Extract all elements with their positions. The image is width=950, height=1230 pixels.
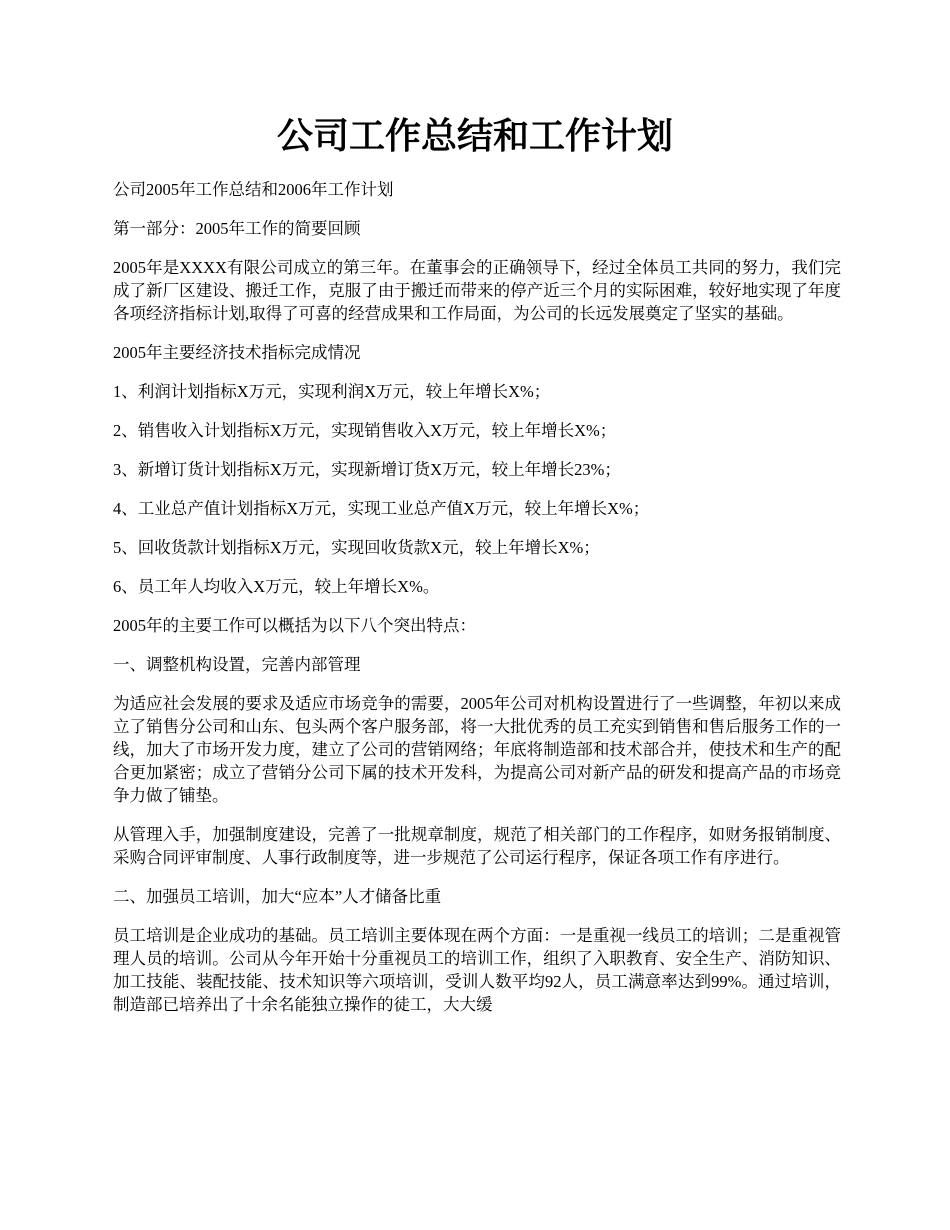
paragraph-training: 员工培训是企业成功的基础。员工培训主要体现在两个方面：一是重视一线员工的培训；二是重视管理人员的培训。公司从今年开始十分重视员工的培训工作，组织了入职教育、安全生产、消防知识、加工技能、装配技能、技术知识等六项培训，受训人数平均92人，员工满意率达到99%。通过培训，制造部已培养出了十余名能独立操作的徒工，大大缓 bbox=[113, 926, 841, 1014]
paragraph-intro: 2005年是XXXX有限公司成立的第三年。在董事会的正确领导下，经过全体员工共同的努力，我们完成了新厂区建设、搬迁工作，克服了由于搬迁而带来的停产近三个月的实际困难，较好地实现了年度各项经济指标计划,取得了可喜的经营成果和工作局面，为公司的长远发展奠定了坚实的基础。 bbox=[113, 258, 841, 323]
paragraph-indicators-heading: 2005年主要经济技术指标完成情况 bbox=[113, 343, 361, 362]
list-item-output: 4、工业总产值计划指标X万元，实现工业总产值X万元，较上年增长X%； bbox=[113, 499, 650, 518]
paragraph-management: 从管理入手，加强制度建设，完善了一批规章制度，规范了相关部门的工作程序，如财务报销制度、采购合同评审制度、人事行政制度等，进一步规范了公司运行程序，保证各项工作有序进行。 bbox=[113, 825, 841, 867]
document-title: 公司工作总结和工作计划 bbox=[276, 116, 673, 156]
list-item-orders: 3、新增订货计划指标X万元，实现新增订货X万元，较上年增长23%； bbox=[113, 460, 621, 479]
paragraph-section-heading: 第一部分：2005年工作的简要回顾 bbox=[113, 219, 361, 238]
list-item-profit: 1、利润计划指标X万元，实现利润X万元，较上年增长X%； bbox=[113, 382, 551, 401]
paragraph-subtitle: 公司2005年工作总结和2006年工作计划 bbox=[113, 180, 394, 199]
paragraph-features-heading: 2005年的主要工作可以概括为以下八个突出特点： bbox=[113, 616, 476, 635]
list-item-income: 6、员工年人均收入X万元，较上年增长X%。 bbox=[113, 577, 440, 596]
paragraph-heading-two: 二、加强员工培训，加大“应本”人才储备比重 bbox=[113, 887, 442, 906]
document-body bbox=[113, 178, 841, 1032]
list-item-sales: 2、销售收入计划指标X万元，实现销售收入X万元，较上年增长X%； bbox=[113, 421, 617, 440]
list-item-payments: 5、回收货款计划指标X万元，实现回收货款X元，较上年增长X%； bbox=[113, 538, 600, 557]
paragraph-organization: 为适应社会发展的要求及适应市场竞争的需要，2005年公司对机构设置进行了一些调整，年初以来成立了销售分公司和山东、包头两个客户服务部，将一大批优秀的员工充实到销售和售后服务工作的一线，加大了市场开发力度，建立了公司的营销网络；年底将制造部和技术部合并，使技术和生产的配合更加紧密；成立了营销分公司下属的技术开发科，为提高公司对新产品的研发和提高产品的市场竞争力做了铺垫。 bbox=[113, 694, 841, 805]
paragraph-heading-one: 一、调整机构设置，完善内部管理 bbox=[113, 655, 361, 674]
